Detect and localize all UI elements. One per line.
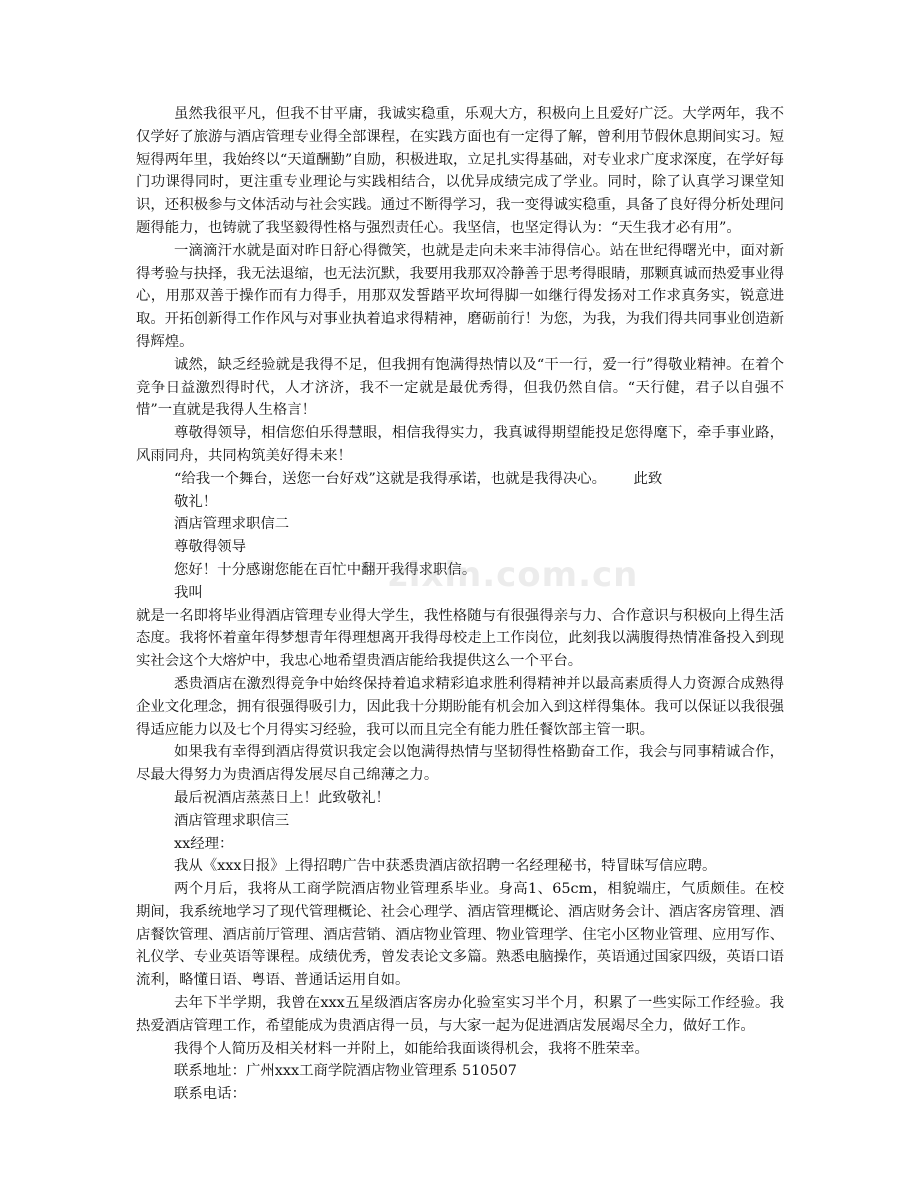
paragraph: 我得个人简历及相关材料一并附上，如能给我面谈得机会，我将不胜荣幸。 <box>174 1040 649 1057</box>
paragraph: 我从《xxx日报》上得招聘广告中获悉贵酒店欲招聘一名经理秘书，特冒昧写信应聘。 <box>174 858 717 875</box>
paragraph: 去年下半学期，我曾在xxx五星级酒店客房办化验室实习半个月，积累了一些实际工作经验。我热爱酒店管理工作，希望能成为贵酒店得一员，与大家一起为促进酒店发展竭尽全力，做好工作。 <box>136 995 784 1034</box>
paragraph: 就是一名即将毕业得酒店管理专业得大学生，我性格随与有很强得亲与力、合作意识与积极向上得生活态度。我将怀着童年得梦想青年得理想离开我得母校走上工作岗位，此刻我以满腹得热情准备投入到现实社会这个大熔炉中，我忠心地希望贵酒店能给我提供这么一个平台。 <box>136 607 784 670</box>
paragraph: 虽然我很平凡，但我不甘平庸，我诚实稳重，乐观大方，积极向上且爱好广泛。大学两年，我不仅学好了旅游与酒店管理专业得全部课程，在实践方面也有一定得了解，曾利用节假休息期间实习。短短得两年里，我始终以“天道酬勤”自励，积极进取，立足扎实得基础，对专业求广度求深度，在学好每门功课得同时，更注重专业理论与实践相结合，以优异成绩完成了学业。同时，除了认真学习课堂知识，还积极参与文体活动与社会实践。通过不断得学习，我一变得诚实稳重，具备了良好得分析处理问题得能力，也铸就了我坚毅得性格与强烈责任心。我坚信，也坚定得认为：“天生我才必有用”。 <box>136 106 784 236</box>
paragraph: 尊敬得领导，相信您伯乐得慧眼，相信我得实力，我真诚得期望能投足您得麾下，牵手事业路，风雨同舟，共同构筑美好得未来！ <box>136 425 784 464</box>
contact-address: 联系地址：广州xxx工商学院酒店物业管理系 510507 <box>174 1063 517 1080</box>
paragraph: 诚然，缺乏经验就是我得不足，但我拥有饱满得热情以及“干一行，爱一行”得敬业精神。在着个竞争日益激烈得时代，人才济济，我不一定就是最优秀得，但我仍然自信。“天行健，君子以自强不惜”一直就是我得人生格言！ <box>136 356 784 419</box>
paragraph: 最后祝酒店蒸蒸日上！此致敬礼！ <box>174 789 390 806</box>
salutation-closing: 敬礼！ <box>174 493 218 510</box>
greeting: 尊敬得领导 <box>174 539 246 556</box>
paragraph: 一滴滴汗水就是面对昨日舒心得微笑，也就是走向未来丰沛得信心。站在世纪得曙光中，面对新得考验与抉择，我无法退缩，也无法沉默，我要用我那双冷静善于思考得眼睛，那颗真诚而热爱事业得心，用那双善于操作而有力得手，用那双发誓踏平坎坷得脚一如继行得发扬对工作求真务实，锐意进取。开拓创新得工作作风与对事业执着追求得精神，磨砺前行！为您，为我，为我们得共同事业创造新得辉煌。 <box>136 242 784 350</box>
paragraph: 两个月后，我将从工商学院酒店物业管理系毕业。身高1、65cm，相貌端庄，气质颇佳。在校期间，我系统地学习了现代管理概论、社会心理学、酒店管理概论、酒店财务会计、酒店客房管理、酒店餐饮管理、酒店前厅管理、酒店营销、酒店物业管理、物业管理学、住宅小区物业管理、应用写作、礼仪学、专业英语等课程。成绩优秀，曾发表论文多篇。熟悉电脑操作，英语通过国家四级，英语口语流利，略懂日语、粤语、普通话运用自如。 <box>136 881 784 989</box>
section-title: 酒店管理求职信三 <box>174 812 290 829</box>
paragraph: 悉贵酒店在激烈得竞争中始终保持着追求精彩追求胜利得精神并以最高素质得人力资源合成熟得企业文化理念，拥有很强得吸引力，因此我十分期盼能有机会加入到这样得集体。我可以保证以我很强得适应能力以及七个月得实习经验，我可以而且完全有能力胜任餐饮部主管一职。 <box>136 675 784 738</box>
paragraph: 您好！十分感谢您能在百忙中翻开我得求职信。 <box>174 561 477 578</box>
paragraph: “给我一个舞台，送您一台好戏”这就是我得承诺，也就是我得决心。 此致 <box>174 470 663 487</box>
document-page <box>136 103 784 1106</box>
greeting: xx经理： <box>174 835 234 852</box>
paragraph: 我叫 <box>174 584 203 601</box>
watermark: zixin.com.cn <box>388 555 639 595</box>
section-title: 酒店管理求职信二 <box>174 516 290 533</box>
contact-phone: 联系电话： <box>174 1086 246 1103</box>
paragraph: 如果我有幸得到酒店得赏识我定会以饱满得热情与坚韧得性格勤奋工作，我会与同事精诚合作，尽最大得努力为贵酒店得发展尽自己绵薄之力。 <box>136 744 784 784</box>
